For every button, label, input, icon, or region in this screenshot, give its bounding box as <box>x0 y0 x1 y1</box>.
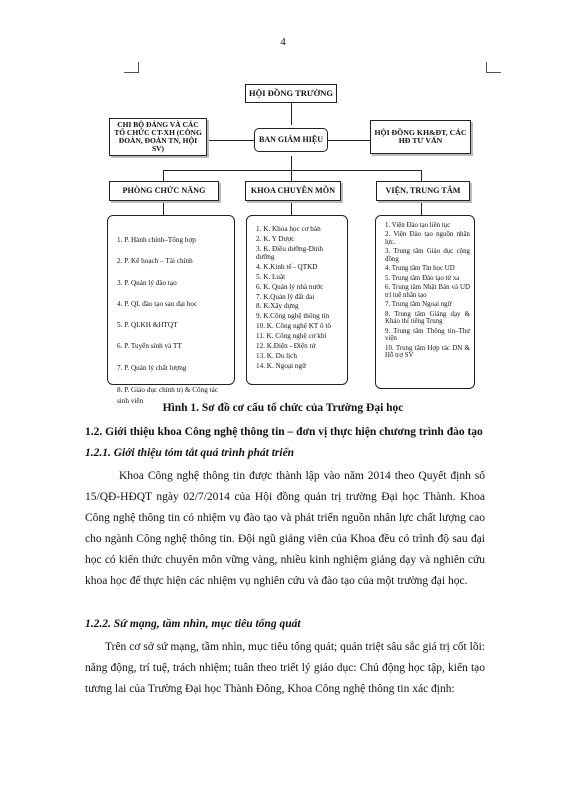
connector <box>207 140 254 141</box>
institutes-centers-title: VIỆN, TRUNG TÂM <box>376 181 470 201</box>
list-item: 8. Trung tâm Giảng dạy & Khảo thí tiếng Trung <box>385 310 470 326</box>
list-item: 2. P. Kế hoạch – Tài chính <box>117 257 193 266</box>
list-item: 10. Trung tâm Hợp tác DN & Hỗ trợ SV <box>385 344 470 360</box>
org-chart <box>105 80 475 406</box>
crop-mark-left <box>124 62 139 73</box>
list-item: 4. K.Kinh tế - QTKD <box>256 262 318 271</box>
list-item: 1. Viện Đào tạo liên tục <box>385 222 451 229</box>
list-item: 1. P. Hành chính–Tổng hợp <box>117 236 196 244</box>
list-item: 6. P. Tuyển sinh và TT <box>117 342 182 351</box>
list-item: 12. K.Điện - Điện tử <box>256 341 316 350</box>
connector <box>291 201 292 215</box>
list-item: 3. P. Quản lý đào tạo <box>117 278 177 287</box>
list-item: 7. P. Quản lý chất lượng <box>117 363 187 372</box>
section-heading-1-2: 1.2. Giới thiệu khoa Công nghệ thông tin – đơn vị thực hiện chương trình đào tạo <box>85 426 483 438</box>
list-item: 14. K. Ngoại ngữ <box>256 361 307 370</box>
list-item: 5. P. QLKH &HTQT <box>117 321 178 330</box>
list-item: 1. K. Khoa học cơ bản <box>256 225 321 233</box>
paragraph-history: Khoa Công nghệ thông tin được thành lập vào năm 2014 theo Quyết định số 15/QĐ-HĐQT ngày 02/7/2014 của Hội đồng quản trị trường Đại học Thành. Khoa Công nghệ thông tin có nhiệm vụ đào tạo và phát triển nguồn nhân lực chất lượng cao cho ngành Công nghệ thông tin. Đội ngũ giảng viên của Khoa đều có trình độ sau đại học có kiến thức chuyên môn vững vàng, nhiều kinh nghiệm giảng dạy và nghiên cứu khoa học để thực hiện các nhiệm vụ nghiên cứu và đào tạo của một trường đại học. <box>85 470 485 587</box>
list-item: 2. K. Y Dược <box>256 234 295 243</box>
list-item: 4. P. QL đào tạo sau đại học <box>117 299 198 308</box>
faculties-list <box>246 215 348 385</box>
section-heading-1-2-1: 1.2.1. Giới thiệu tóm tắt quá trình phát triển <box>85 447 295 459</box>
list-item: 3. Trung tâm Giáo dục cộng đồng <box>385 248 470 264</box>
list-item: 7. Trung tâm Ngoại ngữ <box>385 301 452 309</box>
page-number: 4 <box>280 36 286 48</box>
crop-mark-right <box>486 62 501 73</box>
list-item: 4. Trung tâm Tin học UD <box>385 265 455 273</box>
connector <box>163 201 164 215</box>
list-item: 7. K.Quản lý đất đai <box>256 292 315 301</box>
board-of-trustees-box: HỘI ĐỒNG TRƯỜNG <box>245 84 337 103</box>
institutes-centers-list <box>375 215 475 389</box>
connector <box>291 170 292 181</box>
list-item: 5. K. Luật <box>256 272 286 281</box>
connector <box>421 170 422 181</box>
connector <box>163 170 421 171</box>
list-item: 10. K. Công nghệ KT ô tô <box>256 322 331 331</box>
list-item: 13. K. Du lịch <box>256 351 297 360</box>
figure-caption: Hình 1. Sơ đồ cơ cấu tổ chức của Trường Đại học <box>162 402 404 414</box>
connector <box>328 140 370 141</box>
section-heading-1-2-2: 1.2.2. Sứ mạng, tầm nhìn, mục tiêu tổng quát <box>85 618 301 630</box>
connector <box>291 103 292 125</box>
connector <box>421 201 422 215</box>
list-item: 8. P. Giáo dục chính trị & Công tác sinh viên <box>117 385 219 406</box>
list-item: 11. K. Công nghệ cơ khí <box>256 332 327 341</box>
connector <box>163 170 164 181</box>
functional-departments-title: PHÒNG CHỨC NĂNG <box>109 181 219 201</box>
faculties-title: KHOA CHUYÊN MÔN <box>245 181 341 201</box>
list-item: 2. Viện Đào tạo nguồn nhân lực. <box>385 231 470 247</box>
paragraph-mission: Trên cơ sở sứ mạng, tầm nhìn, mục tiêu tổng quát; quán triệt sâu sắc giá trị cốt lõi: năng động, trí tuệ, trách nhiệm; tuân theo triết lý giáo dục: Chủ động học tập, kiến tạo tương lai của Trường Đại học Thành Đông, Khoa Công nghệ thông tin xác định: <box>85 641 485 695</box>
list-item: 5. Trung tâm Đào tạo từ xa <box>385 274 460 282</box>
list-item: 9. Trung tâm Thông tin–Thư viện <box>385 327 470 343</box>
list-item: 6. K. Quản lý nhà nước <box>256 282 324 291</box>
party-committee-box: CHI BỘ ĐẢNG VÀ CÁC TỔ CHỨC CT-XH (CÔNG ĐOÀN, ĐOÀN TN, HỘI SV) <box>109 118 207 156</box>
connector <box>291 156 292 170</box>
science-council-box: HỘI ĐỒNG KH&ĐT, CÁC HĐ TƯ VẤN <box>370 120 471 154</box>
list-item: 3. K. Điều dưỡng-Dinh dưỡng <box>256 244 323 262</box>
functional-departments-list <box>107 215 235 406</box>
list-item: 9. K.Công nghệ thông tin <box>256 312 330 321</box>
list-item: 8. K.Xây dựng <box>256 302 299 311</box>
rectorate-box: BAN GIÁM HIỆU <box>254 128 328 152</box>
list-item: 6. Trung tâm Nhật Bản và UD trí tuệ nhân tạo <box>385 284 470 299</box>
